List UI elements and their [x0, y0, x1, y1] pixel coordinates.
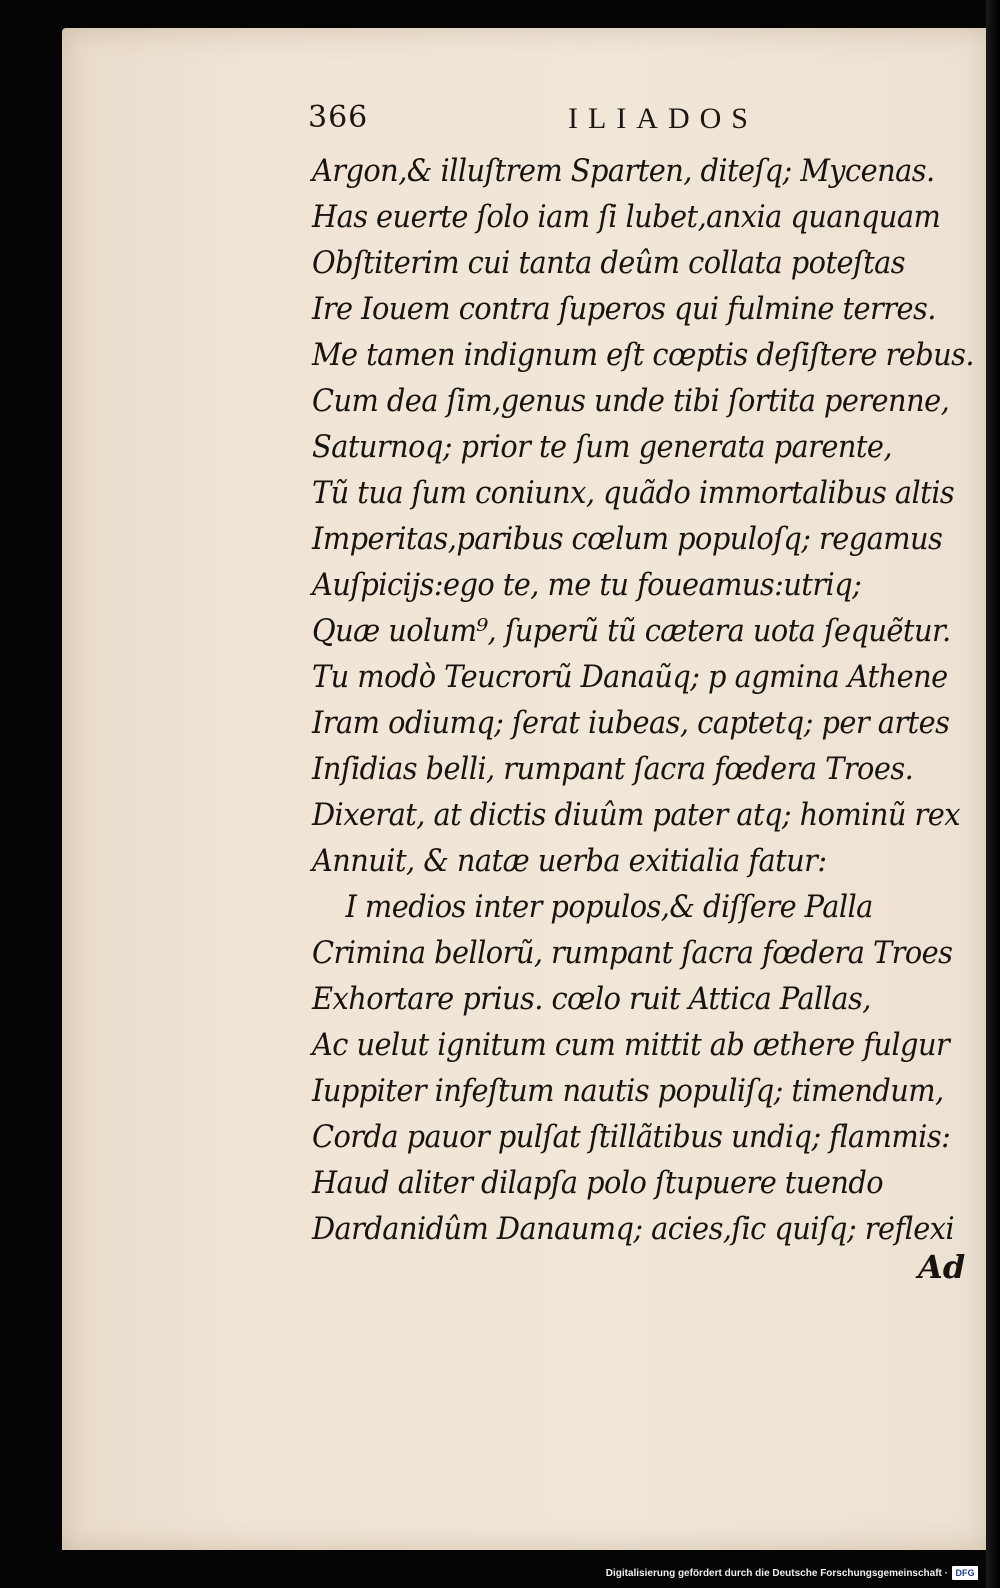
verse-line: Quæ uolum⁹, ſuperũ tũ cætera uota ſequẽtur.: [312, 613, 951, 649]
page-number: 366: [308, 100, 369, 135]
verse-line: Crimina bellorũ, rumpant ſacra fœdera Troes: [312, 935, 953, 971]
verse-line: Iram odiumq; ſerat iubeas, captetq; per artes: [312, 705, 950, 741]
verse-line: Imperitas,paribus cœlum populoſq; regamus: [312, 521, 943, 557]
verse-line: Inſidias belli, rumpant ſacra fœdera Troes.: [312, 751, 914, 787]
dfg-logo-icon: DFG: [952, 1566, 978, 1580]
verse-line: I medios inter populos,& diſſere Palla: [345, 889, 873, 925]
verse-line: Iuppiter infeſtum nautis populiſq; timendum,: [312, 1073, 944, 1109]
digitization-footer: [606, 1564, 978, 1582]
verse-line: Has euerte ſolo iam ſi lubet,anxia quanquam: [312, 199, 941, 235]
funding-credit: Digitalisierung gefördert durch die Deutsche Forschungsgemeinschaft ·: [605, 1567, 948, 1579]
catchword: Ad: [918, 1248, 966, 1286]
verse-line: Obſtiterim cui tanta deûm collata poteſtas: [312, 245, 906, 281]
verse-line: Exhortare prius. cœlo ruit Attica Pallas,: [312, 981, 871, 1017]
verse-line: Saturnoq; prior te ſum generata parente,: [312, 429, 893, 465]
verse-line: Annuit, & natæ uerba exitialia fatur:: [312, 843, 827, 879]
verse-line: Tũ tua ſum coniunx, quãdo immortalibus altis: [312, 475, 955, 511]
verse-line: Dardanidûm Danaumq; acies,ſic quiſq; reflexi: [312, 1211, 955, 1247]
verse-line: Haud aliter dilapſa polo ſtupuere tuendo: [312, 1165, 884, 1201]
verse-line: Ire Iouem contra ſuperos qui fulmine terres.: [312, 291, 936, 327]
verse-line: Corda pauor pulſat ſtillãtibus undiq; flammis:: [312, 1119, 951, 1155]
verse-line: Tu modò Teucrorũ Danaũq; p agmina Athene: [312, 659, 948, 695]
verse-line: Auſpicijs:ego te, me tu foueamus:utriq;: [312, 567, 862, 603]
verse-line: Argon,& illuſtrem Sparten, diteſq; Mycenas.: [312, 153, 935, 189]
running-title: ILIADOS: [568, 102, 758, 135]
page-edge-shadow: [986, 0, 1000, 1588]
verse-line: Me tamen indignum eſt cœptis deſiſtere rebus.: [312, 337, 975, 373]
verse-text-block: [312, 148, 975, 1252]
page-header: [308, 100, 828, 140]
verse-line: Cum dea ſim,genus unde tibi ſortita perenne,: [312, 383, 950, 419]
verse-line: Dixerat, at dictis diuûm pater atq; hominũ rex: [312, 797, 960, 833]
verse-line: Ac uelut ignitum cum mittit ab æthere fulgur: [312, 1027, 950, 1063]
